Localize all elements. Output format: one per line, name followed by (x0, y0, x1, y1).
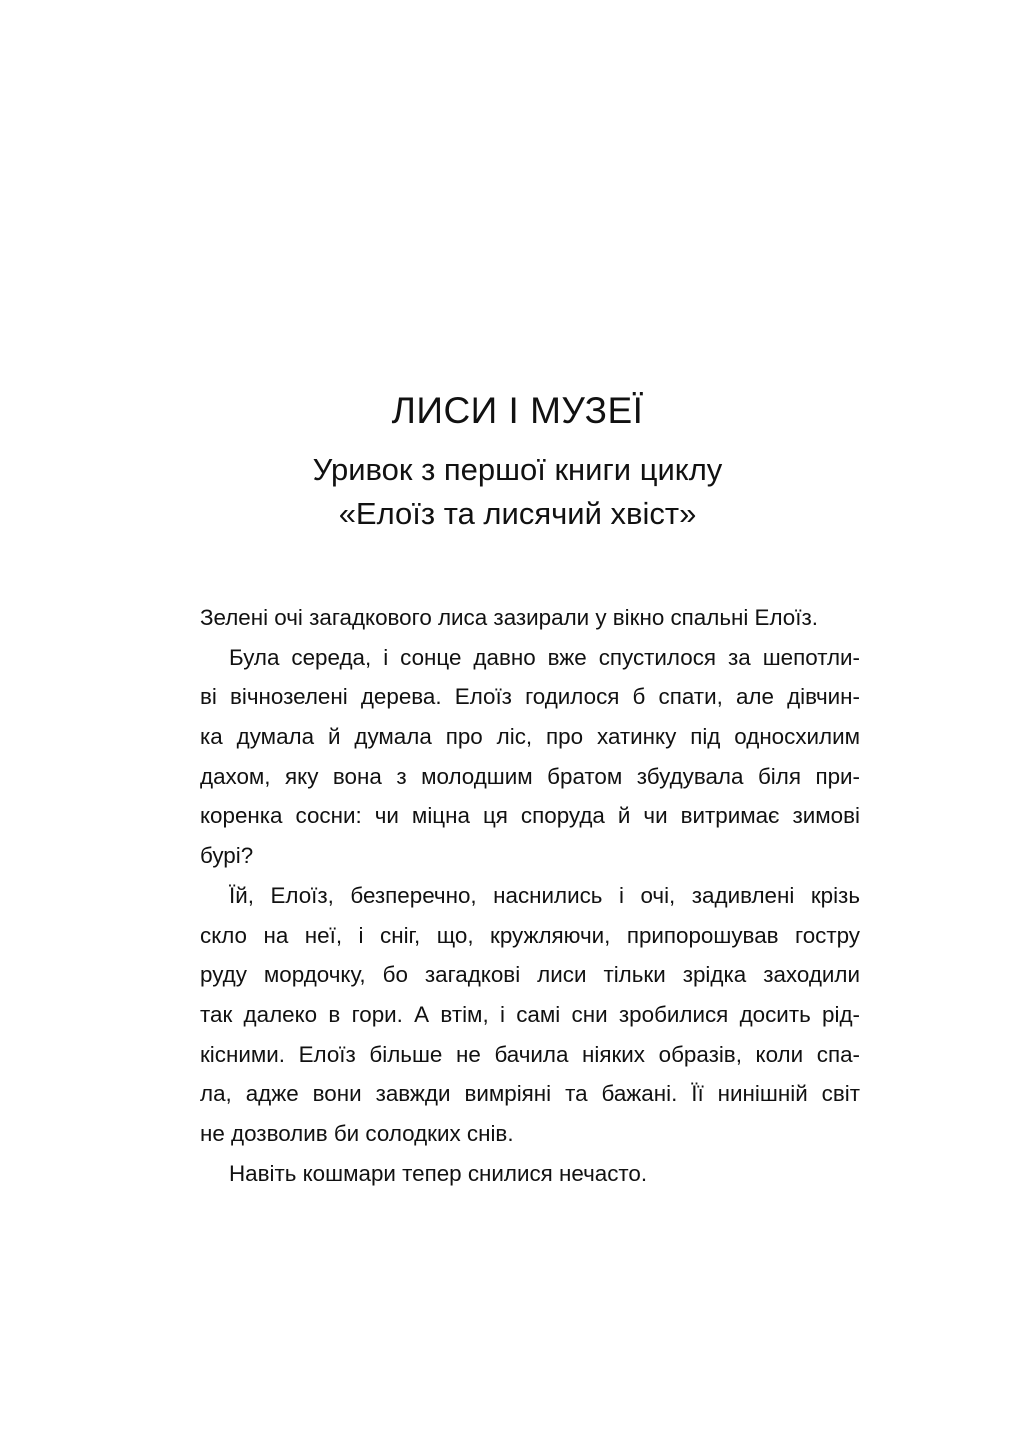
text-line: бурі? (200, 843, 254, 869)
text-line: ві вічнозелені дерева. Елоїз годилося б спати, але дівчин- (200, 684, 860, 710)
paragraph (200, 598, 860, 638)
paragraph (200, 1154, 860, 1194)
paragraph (200, 638, 860, 876)
text-line: кісними. Елоїз більше не бачила ніяких образів, коли спа- (200, 1041, 860, 1067)
text-line: так далеко в гори. А втім, і самі сни зробилися досить рід- (200, 1001, 860, 1027)
text-line: не дозволив би солодких снів. (200, 1120, 514, 1146)
text-line: ка думала й думала про ліс, про хатинку під односхилим (200, 724, 860, 750)
text-line: скло на неї, і сніг, що, кружляючи, припорошував гостру (200, 922, 860, 948)
text-line: Була середа, і сонце давно вже спустилося за шепотли- (229, 644, 860, 670)
chapter-subtitle (0, 448, 1035, 536)
paragraph (200, 876, 860, 1154)
text-line: ла, адже вони завжди вимріяні та бажані. Її нинішній світ (200, 1081, 860, 1107)
subtitle-line: Уривок з першої книги циклу (312, 452, 723, 487)
text-line: коренка сосни: чи міцна ця споруда й чи витримає зимові (200, 803, 860, 829)
text-line: Зелені очі загадкового лиса зазирали у вікно спальні Елоїз. (200, 605, 818, 630)
text-line: Навіть кошмари тепер снилися нечасто. (229, 1160, 648, 1186)
subtitle-line: «Елоїз та лисячий хвіст» (338, 496, 697, 531)
text-line: дахом, яку вона з молодшим братом збудувала біля при- (200, 763, 860, 789)
chapter-title: ЛИСИ І МУЗЕЇ (391, 390, 644, 431)
body-text (200, 598, 860, 1193)
text-line: Їй, Елоїз, безперечно, наснились і очі, задивлені крізь (229, 882, 860, 908)
text-line: руду мордочку, бо загадкові лиси тільки зрідка заходили (200, 962, 860, 988)
